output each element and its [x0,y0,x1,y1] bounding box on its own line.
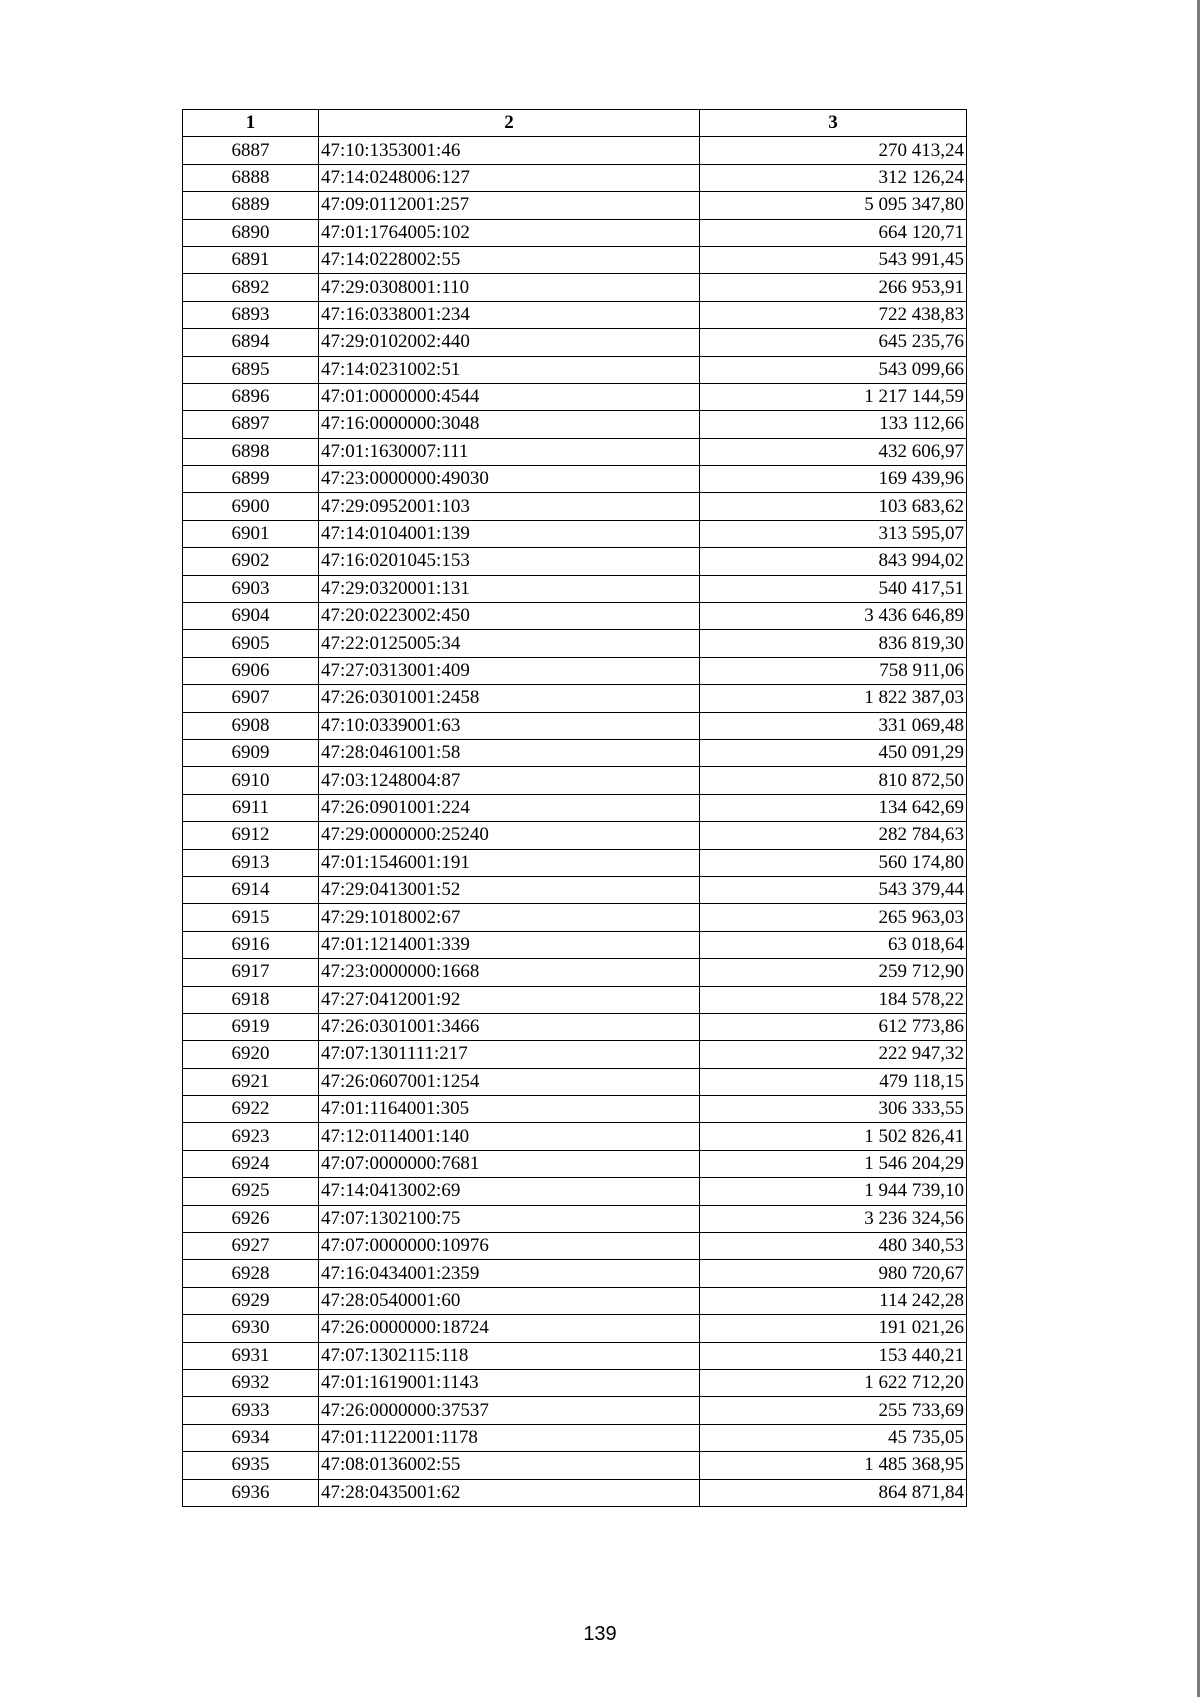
table-row [183,493,967,520]
cadastral-number-cell: 47:16:0338001:234 [319,301,700,328]
cadastral-number-cell: 47:14:0104001:139 [319,520,700,547]
row-number-cell: 6929 [183,1287,319,1314]
row-number-cell: 6898 [183,438,319,465]
value-cell: 543 991,45 [700,246,967,273]
table-row [183,1205,967,1232]
table-row [183,356,967,383]
table-row [183,739,967,766]
table-row [183,1342,967,1369]
cadastral-number-cell: 47:14:0413002:69 [319,1178,700,1205]
value-cell: 560 174,80 [700,849,967,876]
row-number-cell: 6931 [183,1342,319,1369]
cadastral-number-cell: 47:16:0201045:153 [319,548,700,575]
table-row [183,164,967,191]
value-cell: 255 733,69 [700,1397,967,1424]
value-cell: 45 735,05 [700,1424,967,1451]
row-number-cell: 6930 [183,1315,319,1342]
cadastral-number-cell: 47:29:0952001:103 [319,493,700,520]
value-cell: 3 236 324,56 [700,1205,967,1232]
table-row [183,1041,967,1068]
cadastral-number-cell: 47:26:0901001:224 [319,794,700,821]
row-number-cell: 6932 [183,1369,319,1396]
cadastral-number-cell: 47:20:0223002:450 [319,603,700,630]
cadastral-number-cell: 47:01:1164001:305 [319,1096,700,1123]
cadastral-number-cell: 47:27:0412001:92 [319,986,700,1013]
cadastral-number-cell: 47:08:0136002:55 [319,1452,700,1479]
cadastral-number-cell: 47:10:0339001:63 [319,712,700,739]
cadastral-number-cell: 47:29:0000000:25240 [319,822,700,849]
value-cell: 134 642,69 [700,794,967,821]
cadastral-number-cell: 47:09:0112001:257 [319,192,700,219]
value-cell: 1 485 368,95 [700,1452,967,1479]
value-cell: 312 126,24 [700,164,967,191]
table-row [183,712,967,739]
row-number-cell: 6916 [183,931,319,958]
value-cell: 153 440,21 [700,1342,967,1369]
value-cell: 5 095 347,80 [700,192,967,219]
row-number-cell: 6922 [183,1096,319,1123]
row-number-cell: 6904 [183,603,319,630]
cadastral-number-cell: 47:29:0320001:131 [319,575,700,602]
table-row [183,822,967,849]
row-number-cell: 6933 [183,1397,319,1424]
row-number-cell: 6908 [183,712,319,739]
cadastral-number-cell: 47:14:0228002:55 [319,246,700,273]
table-body [183,137,967,1507]
data-table [182,109,967,1507]
row-number-cell: 6897 [183,411,319,438]
cadastral-number-cell: 47:07:1302115:118 [319,1342,700,1369]
cadastral-number-cell: 47:01:1214001:339 [319,931,700,958]
row-number-cell: 6928 [183,1260,319,1287]
row-number-cell: 6894 [183,329,319,356]
row-number-cell: 6936 [183,1479,319,1506]
table-row [183,246,967,273]
row-number-cell: 6917 [183,959,319,986]
row-number-cell: 6921 [183,1068,319,1095]
table-row [183,657,967,684]
table-row [183,603,967,630]
row-number-cell: 6895 [183,356,319,383]
cadastral-number-cell: 47:16:0000000:3048 [319,411,700,438]
value-cell: 1 217 144,59 [700,383,967,410]
table-row [183,548,967,575]
value-cell: 843 994,02 [700,548,967,575]
row-number-cell: 6896 [183,383,319,410]
value-cell: 540 417,51 [700,575,967,602]
row-number-cell: 6925 [183,1178,319,1205]
cadastral-number-cell: 47:14:0231002:51 [319,356,700,383]
table-row [183,411,967,438]
cadastral-number-cell: 47:29:0102002:440 [319,329,700,356]
table-row [183,1287,967,1314]
cadastral-number-cell: 47:28:0461001:58 [319,739,700,766]
value-cell: 1 502 826,41 [700,1123,967,1150]
row-number-cell: 6912 [183,822,319,849]
cadastral-number-cell: 47:29:1018002:67 [319,904,700,931]
table-row [183,1123,967,1150]
cadastral-number-cell: 47:01:0000000:4544 [319,383,700,410]
table-row [183,986,967,1013]
table-row [183,219,967,246]
row-number-cell: 6924 [183,1150,319,1177]
table-row [183,1452,967,1479]
value-cell: 63 018,64 [700,931,967,958]
row-number-cell: 6918 [183,986,319,1013]
cadastral-number-cell: 47:26:0607001:1254 [319,1068,700,1095]
row-number-cell: 6914 [183,876,319,903]
row-number-cell: 6889 [183,192,319,219]
value-cell: 306 333,55 [700,1096,967,1123]
table-row [183,520,967,547]
value-cell: 664 120,71 [700,219,967,246]
row-number-cell: 6923 [183,1123,319,1150]
row-number-cell: 6913 [183,849,319,876]
value-cell: 612 773,86 [700,1013,967,1040]
cadastral-number-cell: 47:26:0000000:37537 [319,1397,700,1424]
table-row [183,466,967,493]
row-number-cell: 6910 [183,767,319,794]
value-cell: 103 683,62 [700,493,967,520]
table-row [183,1479,967,1506]
value-cell: 1 822 387,03 [700,685,967,712]
cadastral-number-cell: 47:01:1619001:1143 [319,1369,700,1396]
value-cell: 265 963,03 [700,904,967,931]
value-cell: 259 712,90 [700,959,967,986]
cadastral-number-cell: 47:23:0000000:1668 [319,959,700,986]
row-number-cell: 6902 [183,548,319,575]
cadastral-number-cell: 47:26:0000000:18724 [319,1315,700,1342]
table-header-row [183,110,967,137]
value-cell: 645 235,76 [700,329,967,356]
cadastral-number-cell: 47:26:0301001:3466 [319,1013,700,1040]
table-row [183,931,967,958]
table-row [183,904,967,931]
cadastral-number-cell: 47:10:1353001:46 [319,137,700,164]
table-row [183,849,967,876]
value-cell: 543 099,66 [700,356,967,383]
cadastral-number-cell: 47:01:1630007:111 [319,438,700,465]
value-cell: 432 606,97 [700,438,967,465]
table-row [183,1150,967,1177]
cadastral-number-cell: 47:03:1248004:87 [319,767,700,794]
table-row [183,192,967,219]
row-number-cell: 6900 [183,493,319,520]
column-header-2: 2 [319,110,700,137]
row-number-cell: 6891 [183,246,319,273]
table-row [183,1233,967,1260]
cadastral-number-cell: 47:23:0000000:49030 [319,466,700,493]
table-row [183,1315,967,1342]
table-row [183,685,967,712]
value-cell: 266 953,91 [700,274,967,301]
table-row [183,630,967,657]
value-cell: 810 872,50 [700,767,967,794]
value-cell: 133 112,66 [700,411,967,438]
row-number-cell: 6903 [183,575,319,602]
table-row [183,767,967,794]
table-row [183,1178,967,1205]
table-row [183,575,967,602]
row-number-cell: 6892 [183,274,319,301]
row-number-cell: 6911 [183,794,319,821]
table-row [183,1397,967,1424]
cadastral-number-cell: 47:27:0313001:409 [319,657,700,684]
table-row [183,1424,967,1451]
value-cell: 479 118,15 [700,1068,967,1095]
value-cell: 836 819,30 [700,630,967,657]
cadastral-number-cell: 47:28:0540001:60 [319,1287,700,1314]
row-number-cell: 6887 [183,137,319,164]
cadastral-number-cell: 47:07:1301111:217 [319,1041,700,1068]
value-cell: 282 784,63 [700,822,967,849]
cadastral-number-cell: 47:01:1764005:102 [319,219,700,246]
table-row [183,329,967,356]
value-cell: 722 438,83 [700,301,967,328]
table-row [183,1260,967,1287]
cadastral-number-cell: 47:07:0000000:10976 [319,1233,700,1260]
table-row [183,301,967,328]
cadastral-number-cell: 47:26:0301001:2458 [319,685,700,712]
table-row [183,137,967,164]
row-number-cell: 6906 [183,657,319,684]
value-cell: 114 242,28 [700,1287,967,1314]
value-cell: 222 947,32 [700,1041,967,1068]
value-cell: 543 379,44 [700,876,967,903]
table-row [183,876,967,903]
cadastral-number-cell: 47:29:0413001:52 [319,876,700,903]
table-row [183,1068,967,1095]
row-number-cell: 6935 [183,1452,319,1479]
cadastral-number-cell: 47:01:1546001:191 [319,849,700,876]
table-row [183,1013,967,1040]
value-cell: 270 413,24 [700,137,967,164]
row-number-cell: 6915 [183,904,319,931]
value-cell: 3 436 646,89 [700,603,967,630]
row-number-cell: 6899 [183,466,319,493]
value-cell: 1 944 739,10 [700,1178,967,1205]
table-row [183,959,967,986]
value-cell: 980 720,67 [700,1260,967,1287]
table-row [183,383,967,410]
value-cell: 450 091,29 [700,739,967,766]
row-number-cell: 6934 [183,1424,319,1451]
row-number-cell: 6920 [183,1041,319,1068]
value-cell: 758 911,06 [700,657,967,684]
row-number-cell: 6919 [183,1013,319,1040]
value-cell: 864 871,84 [700,1479,967,1506]
cadastral-number-cell: 47:07:0000000:7681 [319,1150,700,1177]
cadastral-number-cell: 47:01:1122001:1178 [319,1424,700,1451]
value-cell: 1 622 712,20 [700,1369,967,1396]
value-cell: 331 069,48 [700,712,967,739]
row-number-cell: 6927 [183,1233,319,1260]
table-row [183,438,967,465]
cadastral-number-cell: 47:28:0435001:62 [319,1479,700,1506]
table-row [183,794,967,821]
cadastral-number-cell: 47:07:1302100:75 [319,1205,700,1232]
cadastral-number-cell: 47:22:0125005:34 [319,630,700,657]
row-number-cell: 6901 [183,520,319,547]
value-cell: 1 546 204,29 [700,1150,967,1177]
page-number: 139 [583,1623,617,1645]
row-number-cell: 6888 [183,164,319,191]
cadastral-number-cell: 47:16:0434001:2359 [319,1260,700,1287]
table-row [183,1096,967,1123]
row-number-cell: 6926 [183,1205,319,1232]
column-header-3: 3 [700,110,967,137]
row-number-cell: 6909 [183,739,319,766]
row-number-cell: 6890 [183,219,319,246]
value-cell: 313 595,07 [700,520,967,547]
row-number-cell: 6893 [183,301,319,328]
row-number-cell: 6907 [183,685,319,712]
column-header-1: 1 [183,110,319,137]
value-cell: 169 439,96 [700,466,967,493]
row-number-cell: 6905 [183,630,319,657]
cadastral-number-cell: 47:12:0114001:140 [319,1123,700,1150]
cadastral-number-cell: 47:14:0248006:127 [319,164,700,191]
value-cell: 191 021,26 [700,1315,967,1342]
table-row [183,274,967,301]
table-row [183,1369,967,1396]
value-cell: 184 578,22 [700,986,967,1013]
cadastral-number-cell: 47:29:0308001:110 [319,274,700,301]
value-cell: 480 340,53 [700,1233,967,1260]
